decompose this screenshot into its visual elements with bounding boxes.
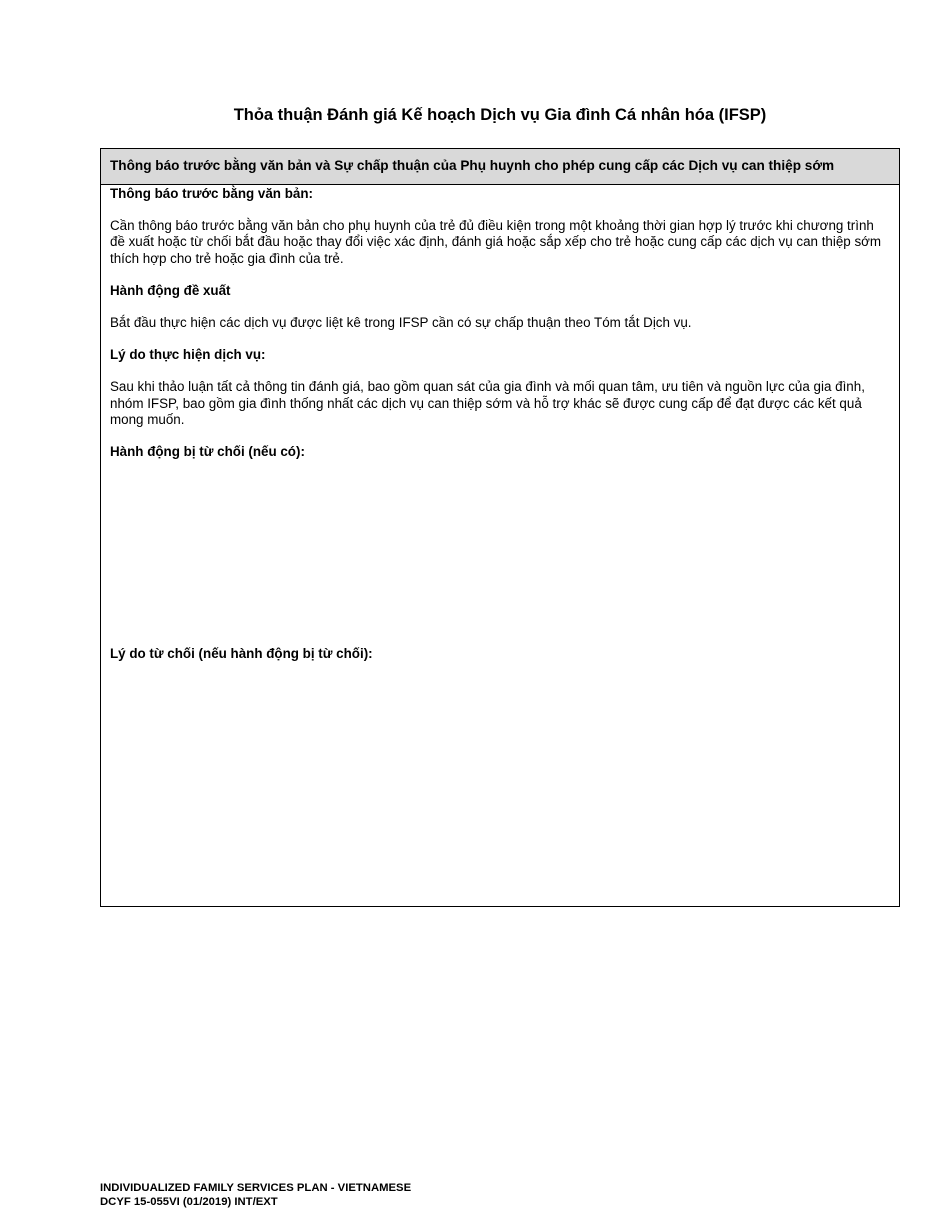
document-title: Thỏa thuận Đánh giá Kế hoạch Dịch vụ Gia đình Cá nhân hóa (IFSP): [233, 106, 767, 124]
form-footer: [100, 1181, 411, 1209]
footer-form-name: INDIVIDUALIZED FAMILY SERVICES PLAN - VIETNAMESE: [100, 1182, 412, 1194]
proposed-action-text: Bắt đầu thực hiện các dịch vụ được liệt kê trong IFSP cần có sự chấp thuận theo Tóm tắt Dịch vụ.: [110, 315, 692, 331]
denial-reason-field[interactable]: [110, 662, 890, 862]
proposed-action-label: Hành động đề xuất: [110, 282, 231, 298]
notice-label: Thông báo trước bằng văn bản:: [110, 186, 313, 201]
form-body: [101, 185, 899, 862]
form-header: Thông báo trước bằng văn bản và Sự chấp thuận của Phụ huynh cho phép cung cấp các Dịch vụ can thiệp sớm: [101, 149, 899, 185]
footer-form-number: DCYF 15-055VI (01/2019) INT/EXT: [100, 1196, 278, 1208]
denied-action-field[interactable]: [110, 460, 890, 646]
service-reason-label: Lý do thực hiện dịch vụ:: [110, 347, 266, 363]
denied-action-label: Hành động bị từ chối (nếu có):: [110, 444, 305, 460]
consent-form: [100, 148, 900, 907]
denial-reason-label: Lý do từ chối (nếu hành động bị từ chối):: [110, 646, 373, 662]
service-reason-text: Sau khi thảo luận tất cả thông tin đánh giá, bao gồm quan sát của gia đình và mối quan tâm, ưu tiên và nguồn lực của gia đình, nhóm IFSP, bao gồm gia đình thống nhất các dịch vụ can thiệp sớm và hỗ trợ khác sẽ được cung cấp để đạt được các kết quả mong muốn.: [110, 379, 865, 427]
notice-text: Cần thông báo trước bằng văn bản cho phụ huynh của trẻ đủ điều kiện trong một khoảng thời gian hợp lý trước khi chương trình đề xuất hoặc từ chối bắt đầu hoặc thay đổi việc xác định, đánh giá hoặc sắp xếp cho trẻ hoặc cung cấp các dịch vụ can thiệp sớm thích hợp cho trẻ hoặc gia đình của trẻ.: [110, 218, 882, 266]
